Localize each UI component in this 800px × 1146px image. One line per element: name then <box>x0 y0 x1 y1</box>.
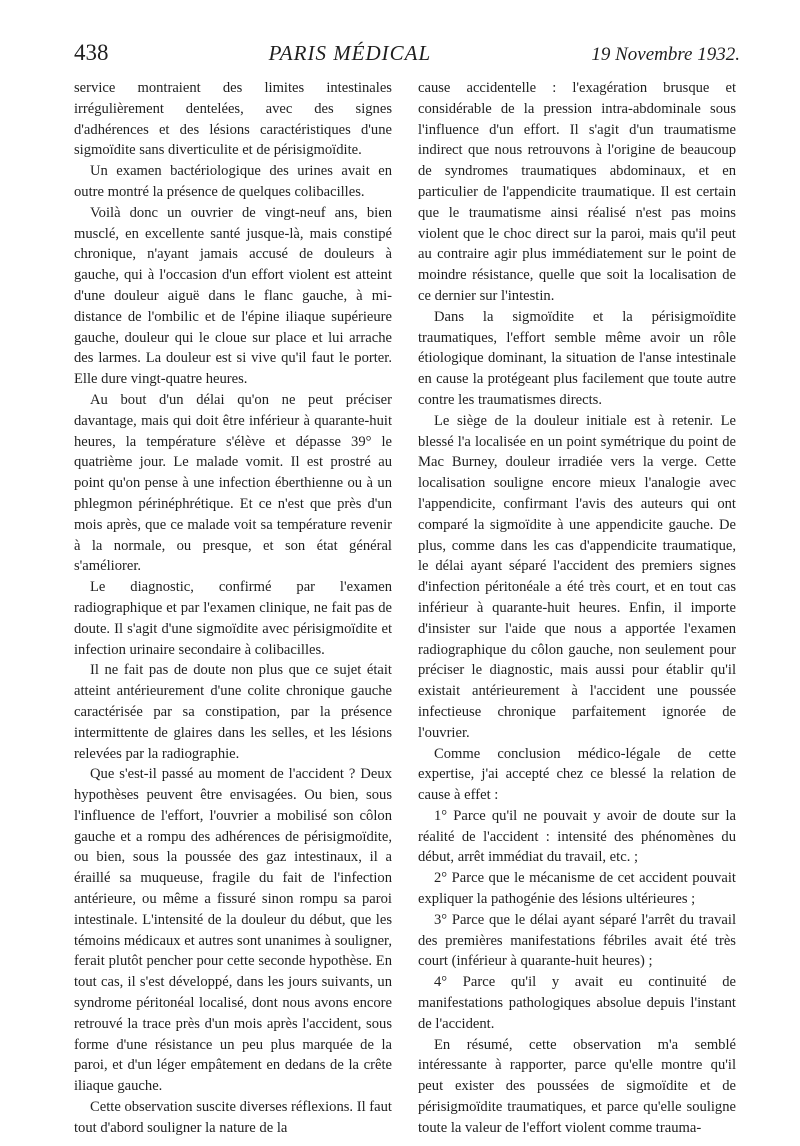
page-header <box>74 40 740 70</box>
paragraph: Le diagnostic, confirmé par l'examen radiographique et par l'examen clinique, ne fait pas de doute. Il s'agit d'une sigmoïdite avec périsigmoïdite et infection urinaire secondaire à colibacilles. <box>74 579 392 658</box>
paragraph: Que s'est-il passé au moment de l'accident ? Deux hypothèses peuvent être envisagées. Ou bien, sous l'influence de l'effort, l'ouvrier a mobilisé son côlon gauche et a rompu des adhérences de périsigmoïdite, ou bien, sous la poussée des gaz intestinaux, il a éraillé sa muqueuse, fragile du fait de l'infection antérieure, ou même a fissuré sinon rompu sa paroi intestinale. L'intensité de la douleur du début, que les témoins médicaux et autres sont unanimes à souligner, ferait plutôt pencher pour cette seconde hypothèse. En tout cas, il s'est développé, dans les jours suivants, un syndrome péritonéal localisé, dont nous avons encore retrouvé la trace près d'un mois après l'accident, sous forme d'une résistance un peu plus marquée de la paroi, et d'un léger empâtement en dedans de la crête iliaque gauche. <box>74 766 392 1095</box>
paragraph: Cette observation suscite diverses réflexions. Il faut tout d'abord souligner la nature de la <box>74 1099 392 1136</box>
list-item: 4° Parce qu'il y avait eu continuité de manifestations pathologiques absolue depuis l'instant de l'accident. <box>418 974 736 1032</box>
left-column <box>74 78 392 1139</box>
issue-date: 19 Novembre 1932. <box>591 44 740 65</box>
paragraph: Comme conclusion médico-légale de cette expertise, j'ai accepté chez ce blessé la relation de cause à effet : <box>418 745 736 804</box>
paragraph: En résumé, cette observation m'a semblé intéressante à rapporter, parce qu'elle montre qu'il peut exister des poussées de sigmoïdite et de périsigmoïdite traumatiques, et parce qu'elle souligne toute la valeur de l'effort violent comme trauma- <box>418 1036 736 1136</box>
list-item: 3° Parce que le délai ayant séparé l'arrêt du travail des premières manifestations fébriles avait été très court (inférieur à quarante-huit heures) ; <box>418 911 736 970</box>
page-number: 438 <box>74 40 109 65</box>
right-column <box>418 78 736 1139</box>
list-item: 2° Parce que le mécanisme de cet accident pouvait expliquer la pathogénie des lésions ultérieures ; <box>418 870 736 908</box>
paragraph: service montraient des limites intestinales irrégulièrement dentelées, avec des signes d'adhérences et des lésions caractéristiques d'une sigmoïdite sans diverticulite et de périsigmoïdite. <box>74 80 392 159</box>
paragraph: Voilà donc un ouvrier de vingt-neuf ans, bien musclé, en excellente santé jusque-là, mais constipé chronique, n'ayant jamais accusé de douleurs à gauche, qui à l'occasion d'un effort violent est atteint d'une douleur aiguë dans le flanc gauche, à mi-distance de l'ombilic et de l'épine iliaque supérieure gauche, douleur qui le cloue sur place et lui arrache des larmes. La douleur est si vive qu'il faut le porter. Elle dure vingt-quatre heures. <box>74 204 392 388</box>
list-item: 1° Parce qu'il ne pouvait y avoir de doute sur la réalité de l'accident : intensité des phénomènes du début, arrêt immédiat du travail, etc. ; <box>418 807 736 866</box>
paragraph: cause accidentelle : l'exagération brusque et considérable de la pression intra-abdominale sous l'influence d'un effort. Il s'agit d'un traumatisme indirect que nous retrouvons à l'origine de beaucoup de syndromes traumatiques abdominaux, et en particulier de l'appendicite traumatique. Il est certain que le traumatisme ainsi réalisé n'est pas moins violent que le choc direct sur la paroi, mais qu'il peut au contraire agir plus immédiatement sur le point de moindre résistance, quelle que soit la localisation de ce dernier sur l'intestin. <box>418 80 736 304</box>
paragraph: Dans la sigmoïdite et la périsigmoïdite traumatiques, l'effort semble même avoir un rôle étiologique dominant, la situation de l'anse intestinale en cause la protégeant plus facilement que toute autre contre les traumatismes directs. <box>418 308 736 408</box>
paragraph: Le siège de la douleur initiale est à retenir. Le blessé l'a localisée en un point symétrique du point de Mac Burney, douleur irradiée vers la verge. Cette localisation souligne encore mieux l'analogie avec l'appendicite, confirmant l'avis des auteurs qui ont comparé la sigmoïdite à une appendicite gauche. De plus, comme dans les cas d'appendicite traumatique, le délai ayant séparé l'accident des premiers signes d'infection péritonéale a été très court, et en tout cas inférieur à quarante-huit heures. Enfin, il importe d'insister sur l'aide que nous a apportée l'examen radiographique du côlon gauche, non seulement pour préciser le diagnostic, mais aussi pour établir qu'il existait antérieurement à l'accident une poussée infectieuse chronique parfaitement ignorée de l'ouvrier. <box>418 412 736 741</box>
paragraph: Un examen bactériologique des urines avait en outre montré la présence de quelques colibacilles. <box>74 163 392 200</box>
paragraph: Il ne fait pas de doute non plus que ce sujet était atteint antérieurement d'une colite chronique gauche caractérisée par sa constipation, par la présence intermittente de glaires dans les selles, et les lésions relevées par la radiographie. <box>74 662 392 762</box>
journal-title: PARIS MÉDICAL <box>268 41 432 65</box>
paragraph: Au bout d'un délai qu'on ne peut préciser davantage, mais qui doit être inférieur à quarante-huit heures, la température s'élève et dépasse 39° le quatrième jour. Le malade vomit. Il est prostré au point qu'on pense à une infection éberthienne ou à un phlegmon périnéphrétique. Et ce n'est que près d'un mois après, que ce malade voit sa température revenir à la normale, ou presque, et son état général s'améliorer. <box>74 391 392 575</box>
